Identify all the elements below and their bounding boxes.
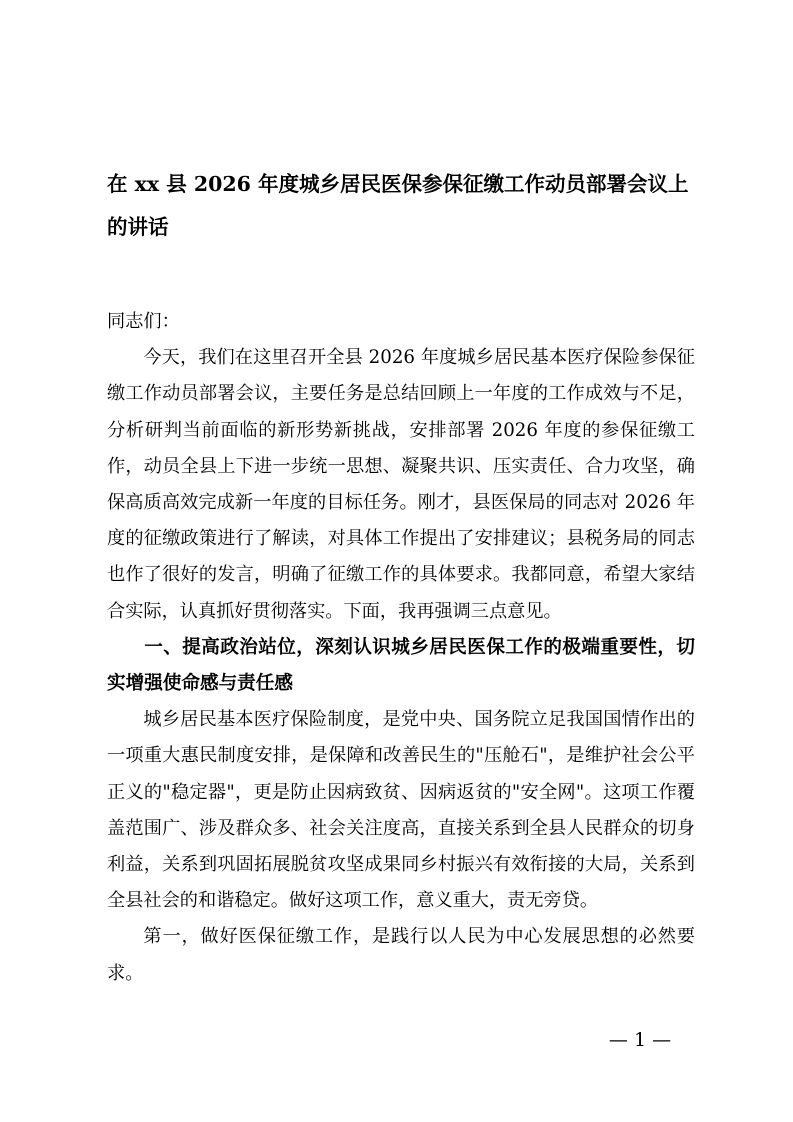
section1-paragraph-2: 第一，做好医保征缴工作，是践行以人民为中心发展思想的必然要求。 xyxy=(107,926,695,984)
page-number: — 1 — xyxy=(608,1029,672,1051)
section-heading-1: 一、提高政治站位，深刻认识城乡居民医保工作的极端重要性，切实增强使命感与责任感 xyxy=(107,636,695,695)
salutation: 同志们： xyxy=(107,311,180,332)
document-body xyxy=(107,304,695,992)
document-title: 在 xx 县 2026 年度城乡居民医保参保征缴工作动员部署会议上的讲话 xyxy=(107,172,689,239)
intro-paragraph: 今天，我们在这里召开全县 2026 年度城乡居民基本医疗保险参保征缴工作动员部署会议，主要任务是总结回顾上一年度的工作成效与不足，分析研判当前面临的新形势新挑战，安排部署 2026 年度的参保征缴工作，动员全县上下进一步统一思想、凝聚共识、压实责任、合力攻坚，确保高质高效完成新一年度的目标任务。刚才，县医保局的同志对 2026 年度的征缴政策进行了解读，对具体工作提出了安排建议；县税务局的同志也作了很好的发言，明确了征缴工作的具体要求。我都同意，希望大家结合实际，认真抓好贯彻落实。下面，我再强调三点意见。 xyxy=(107,347,695,622)
section1-paragraph-1: 城乡居民基本医疗保险制度，是党中央、国务院立足我国国情作出的一项重大惠民制度安排，是保障和改善民生的"压舱石"，是维护社会公平正义的"稳定器"，更是防止因病致贫、因病返贫的"安全网"。这项工作覆盖范围广、涉及群众多、社会关注度高，直接关系到全县人民群众的切身利益，关系到巩固拓展脱贫攻坚成果同乡村振兴有效衔接的大局，关系到全县社会的和谐稳定。做好这项工作，意义重大，责无旁贷。 xyxy=(107,709,695,912)
